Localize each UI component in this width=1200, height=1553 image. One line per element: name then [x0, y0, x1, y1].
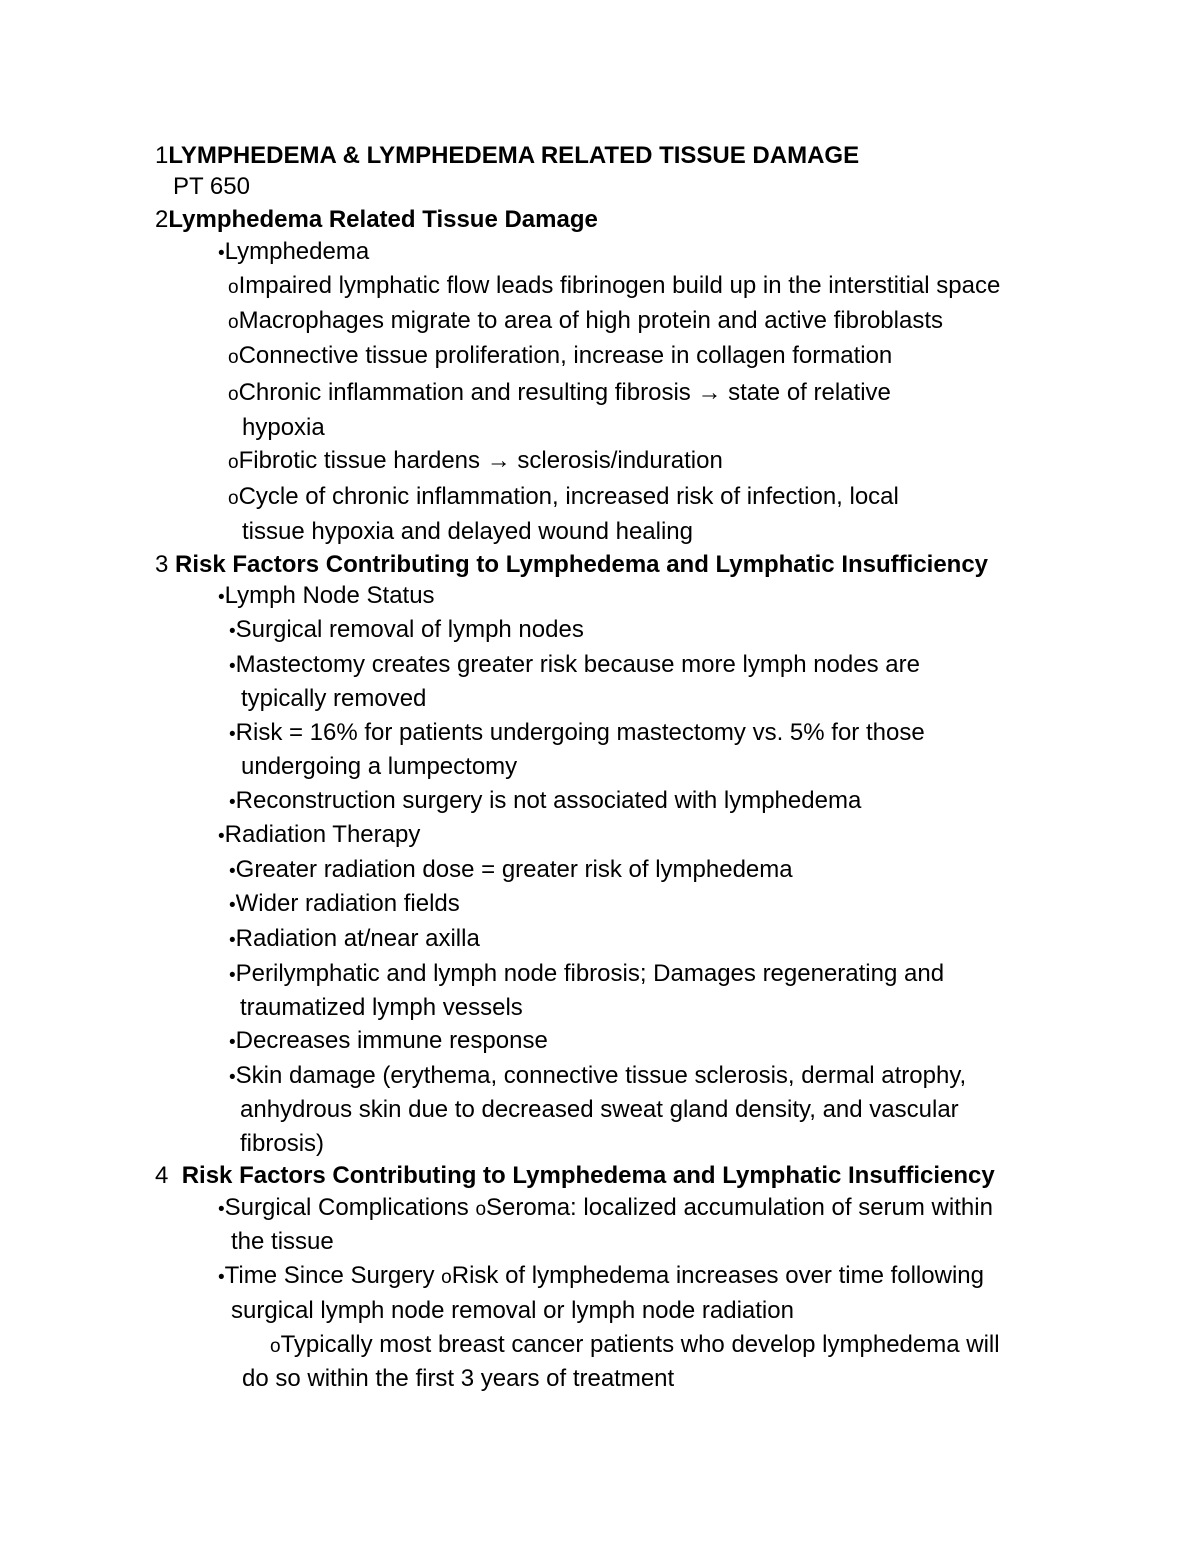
section-title: Risk Factors Contributing to Lymphedema and Lymphatic Insufficiency [175, 551, 989, 578]
course-code: PT 650 [173, 173, 250, 200]
slide-number: 2 [155, 206, 169, 233]
bullet-text: Surgical Complications [224, 1194, 476, 1221]
bullet-marker: • [218, 1199, 225, 1220]
bullet-item [229, 854, 793, 888]
bullet-item [218, 819, 420, 853]
bullet-marker: • [229, 621, 236, 642]
bullet-text: Wider radiation fields [235, 890, 460, 917]
circle-bullet-marker: o [228, 312, 239, 333]
bullet-marker: • [218, 587, 225, 608]
bullet-item [218, 1192, 993, 1226]
sub-bullet-item [270, 1329, 1000, 1363]
bullet-item [229, 614, 584, 648]
bullet-item [229, 785, 861, 819]
sub-bullet-item [228, 270, 1000, 304]
bullet-item [229, 958, 944, 992]
bullet-item [229, 649, 920, 683]
slide-1-title [155, 140, 859, 172]
main-title: LYMPHEDEMA & LYMPHEDEMA RELATED TISSUE DAMAGE [168, 142, 860, 169]
bullet-item [229, 1060, 966, 1094]
sub-bullet-item [228, 340, 892, 374]
bullet-marker: • [218, 243, 225, 264]
bullet-text: Risk of lymphedema increases over time following [451, 1262, 984, 1289]
bullet-item [229, 717, 925, 751]
bullet-item [229, 923, 480, 957]
slide-number: 1 [155, 142, 169, 169]
sub-bullet-item [228, 481, 899, 515]
bullet-text: Radiation Therapy [224, 821, 421, 848]
bullet-continuation: undergoing a lumpectomy [241, 753, 518, 780]
bullet-text: Perilymphatic and lymph node fibrosis; Damages regenerating and [235, 960, 945, 987]
circle-bullet-marker: o [270, 1336, 281, 1357]
circle-bullet-marker: o [441, 1267, 452, 1288]
bullet-text: Surgical removal of lymph nodes [235, 616, 584, 643]
bullet-marker: • [229, 1067, 236, 1088]
bullet-text: Risk = 16% for patients undergoing mastectomy vs. 5% for those [235, 719, 925, 746]
circle-bullet-marker: o [228, 384, 239, 405]
bullet-text: Seroma: localized accumulation of serum within [486, 1194, 993, 1221]
bullet-text: Impaired lymphatic flow leads fibrinogen build up in the interstitial space [238, 272, 1001, 299]
bullet-continuation: surgical lymph node removal or lymph node radiation [231, 1297, 794, 1324]
bullet-marker: • [229, 965, 236, 986]
bullet-text: Connective tissue proliferation, increase in collagen formation [238, 342, 893, 369]
bullet-text: Cycle of chronic inflammation, increased risk of infection, local [238, 483, 899, 510]
section-title: Risk Factors Contributing to Lymphedema and Lymphatic Insufficiency [181, 1162, 995, 1189]
slide-number: 4 [155, 1162, 169, 1189]
bullet-item [218, 1260, 984, 1294]
bullet-text: Chronic inflammation and resulting fibrosis → state of relative [238, 379, 891, 406]
sub-bullet-item [228, 305, 943, 339]
bullet-marker: • [229, 895, 236, 916]
bullet-item [218, 580, 435, 614]
section-title: Lymphedema Related Tissue Damage [168, 206, 598, 233]
bullet-text: Typically most breast cancer patients who develop lymphedema will [280, 1331, 1000, 1358]
bullet-item [229, 888, 460, 922]
bullet-item [229, 1025, 548, 1059]
slide-3-title [155, 549, 988, 581]
bullet-text: Skin damage (erythema, connective tissue sclerosis, dermal atrophy, [235, 1062, 967, 1089]
bullet-continuation: the tissue [231, 1228, 334, 1255]
bullet-continuation: anhydrous skin due to decreased sweat gland density, and vascular [240, 1096, 959, 1123]
circle-bullet-marker: o [228, 452, 239, 473]
bullet-text: Lymph Node Status [224, 582, 435, 609]
bullet-continuation: traumatized lymph vessels [240, 994, 523, 1021]
slide-4-title [155, 1160, 995, 1192]
bullet-marker: • [218, 826, 225, 847]
bullet-marker: • [229, 861, 236, 882]
bullet-continuation: do so within the first 3 years of treatment [242, 1365, 675, 1392]
bullet-marker: • [229, 656, 236, 677]
bullet-marker: • [229, 1032, 236, 1053]
bullet-text: Time Since Surgery [224, 1262, 442, 1289]
bullet-text: Greater radiation dose = greater risk of lymphedema [235, 856, 793, 883]
bullet-continuation: fibrosis) [240, 1130, 325, 1157]
slide-2-title [155, 204, 598, 236]
bullet-text: Mastectomy creates greater risk because more lymph nodes are [235, 651, 920, 678]
circle-bullet-marker: o [475, 1199, 487, 1220]
bullet-text: Fibrotic tissue hardens → sclerosis/induration [238, 447, 723, 474]
sub-bullet-item [228, 445, 723, 479]
bullet-text: Macrophages migrate to area of high protein and active fibroblasts [238, 307, 943, 334]
circle-bullet-marker: o [228, 277, 239, 298]
bullet-continuation: typically removed [241, 685, 427, 712]
sub-bullet-item [228, 377, 891, 411]
bullet-marker: • [229, 724, 236, 745]
circle-bullet-marker: o [228, 347, 239, 368]
bullet-item [218, 236, 369, 270]
bullet-continuation: tissue hypoxia and delayed wound healing [242, 518, 693, 545]
bullet-text: Radiation at/near axilla [235, 925, 480, 952]
circle-bullet-marker: o [228, 488, 239, 509]
bullet-marker: • [218, 1267, 225, 1288]
bullet-text: Decreases immune response [235, 1027, 548, 1054]
bullet-marker: • [229, 792, 236, 813]
bullet-text: Lymphedema [224, 238, 370, 265]
slide-number: 3 [155, 551, 169, 578]
bullet-continuation: hypoxia [242, 414, 325, 441]
bullet-text: Reconstruction surgery is not associated with lymphedema [235, 787, 862, 814]
bullet-marker: • [229, 930, 236, 951]
